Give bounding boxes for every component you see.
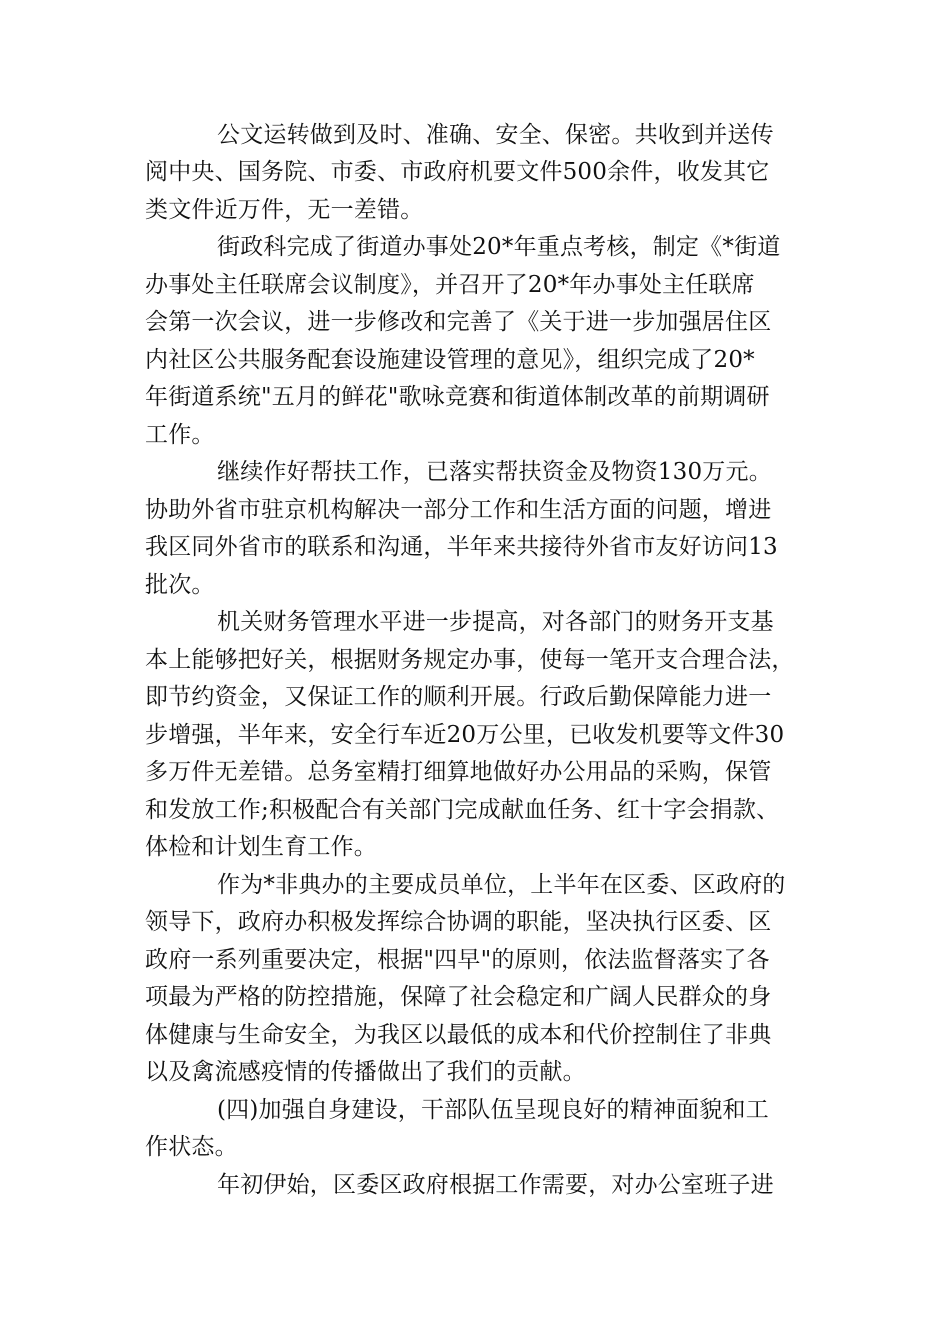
- text-line: 作状态。: [145, 1134, 238, 1160]
- text-line: 协助外省市驻京机构解决一部分工作和生活方面的问题，增进: [145, 497, 772, 523]
- text-line: 机关财务管理水平进一步提高，对各部门的财务开支基: [217, 609, 774, 635]
- text-line: 类文件近万件，无一差错。: [145, 197, 424, 223]
- text-line: (四)加强自身建设，干部队伍呈现良好的精神面貌和工: [217, 1097, 769, 1123]
- text-line: 继续作好帮扶工作，已落实帮扶资金及物资130万元。: [217, 459, 772, 485]
- text-line: 领导下，政府办积极发挥综合协调的职能，坚决执行区委、区: [145, 909, 772, 935]
- text-line: 街政科完成了街道办事处20*年重点考核，制定《*街道: [217, 234, 781, 260]
- text-line: 工作。: [145, 422, 215, 448]
- text-line: 我区同外省市的联系和沟通，半年来共接待外省市友好访问13: [145, 534, 778, 560]
- text-line: 体健康与生命安全，为我区以最低的成本和代价控制住了非典: [145, 1022, 772, 1048]
- text-line: 批次。: [145, 572, 215, 598]
- text-line: 阅中央、国务院、市委、市政府机要文件500余件，收发其它: [145, 159, 770, 185]
- text-line: 即节约资金，又保证工作的顺利开展。行政后勤保障能力进一: [145, 684, 772, 710]
- text-line: 会第一次会议，进一步修改和完善了《关于进一步加强居住区: [145, 309, 772, 335]
- text-line: 公文运转做到及时、准确、安全、保密。共收到并送传: [217, 122, 774, 148]
- text-line: 内社区公共服务配套设施建设管理的意见》，组织完成了20*: [145, 347, 755, 373]
- text-line: 办事处主任联席会议制度》，并召开了20*年办事处主任联席: [145, 272, 755, 298]
- text-line: 项最为严格的防控措施，保障了社会稳定和广阔人民群众的身: [145, 984, 772, 1010]
- text-line: 以及禽流感疫情的传播做出了我们的贡献。: [145, 1059, 586, 1085]
- text-line: 步增强，半年来，安全行车近20万公里，已收发机要等文件30: [145, 722, 785, 748]
- text-line: 政府一系列重要决定，根据"四早"的原则，依法监督落实了各: [145, 947, 770, 973]
- text-line: 多万件无差错。总务室精打细算地做好办公用品的采购，保管: [145, 759, 772, 785]
- text-line: 本上能够把好关，根据财务规定办事，使每一笔开支合理合法，: [145, 647, 795, 673]
- text-line: 体检和计划生育工作。: [145, 834, 377, 860]
- text-line: 作为*非典办的主要成员单位，上半年在区委、区政府的: [217, 872, 786, 898]
- text-line: 年街道系统"五月的鲜花"歌咏竞赛和街道体制改革的前期调研: [145, 384, 770, 410]
- text-line: 年初伊始，区委区政府根据工作需要，对办公室班子进: [217, 1172, 774, 1198]
- text-line: 和发放工作;积极配合有关部门完成献血任务、红十字会捐款、: [145, 797, 780, 823]
